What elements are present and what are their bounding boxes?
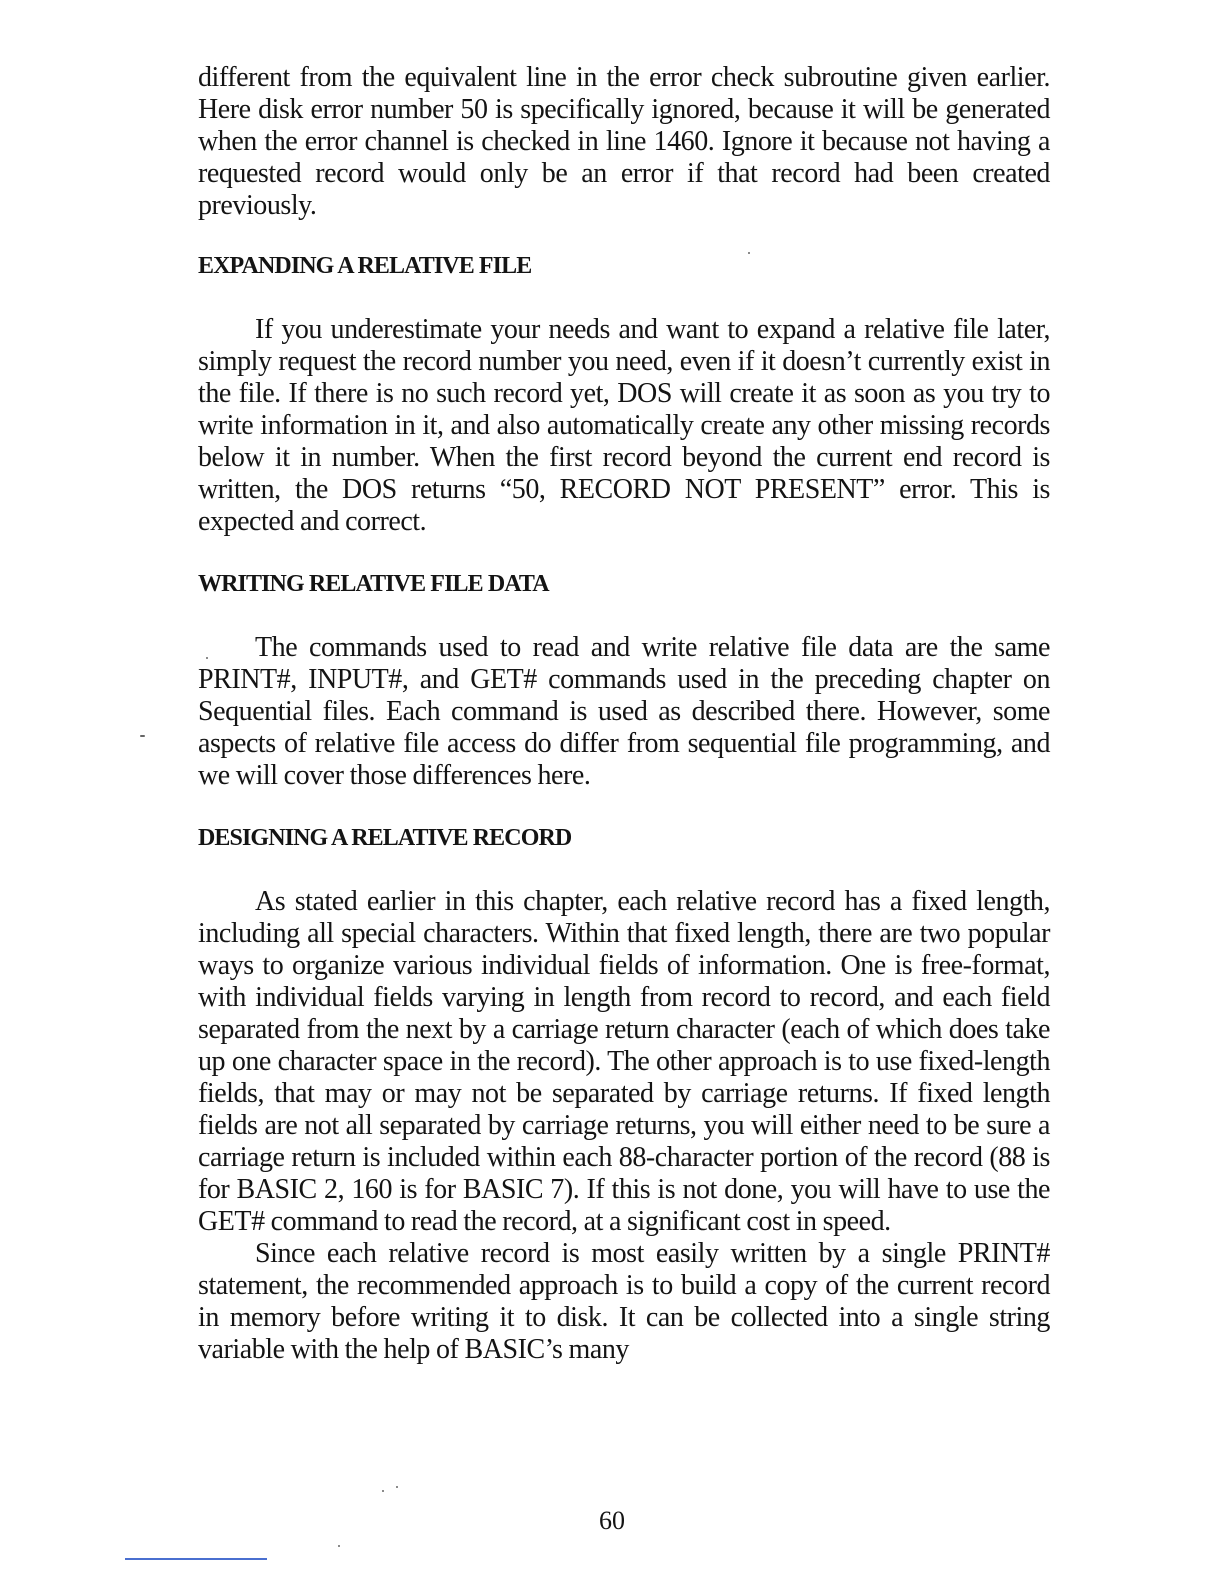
heading-writing-relative-file-data: WRITING RELATIVE FILE DATA [198, 571, 549, 597]
scan-edge-mark [125, 1558, 267, 1560]
heading-expanding-relative-file: EXPANDING A RELATIVE FILE [198, 253, 532, 279]
continuation-paragraph: different from the equivalent line in the error check subroutine given earlier. Here disk error number 50 is specifically ignored, because it will be generated when the error channel is checked in line 1460. Ignore it because not having a requested record would only be an error if that record had been created previously. [198, 62, 1050, 221]
scan-speck [206, 657, 208, 659]
paragraph-designing-1: As stated earlier in this chapter, each relative record has a fixed length, including all special characters. Within that fixed length, there are two popular ways to organize various individual fields of information. One is free-format, with individual fields varying in length from record to record, and each field separated from the next by a carriage return character (each of which does take up one character space in the record). The other approach is to use fixed-length fields, that may or may not be separated by carriage returns. If fixed length fields are not all separated by carriage returns, you will either need to be sure a carriage return is included within each 88-character portion of the record (88 is for BASIC 2, 160 is for BASIC 7). If this is not done, you will have to use the GET# command to read the record, at a significant cost in speed. [198, 886, 1050, 1237]
scan-speck [396, 1486, 398, 1488]
scan-speck [140, 735, 145, 737]
text-column [198, 62, 1050, 1366]
heading-designing-relative-record: DESIGNING A RELATIVE RECORD [198, 825, 572, 851]
paragraph-expanding: If you underestimate your needs and want to expand a relative file later, simply request the record number you need, even if it doesn’t currently exist in the file. If there is no such record yet, DOS will create it as soon as you try to write information in it, and also automatically create any other missing records below it in number. When the first record beyond the current end record is written, the DOS returns “50, RECORD NOT PRESENT” error. This is expected and correct. [198, 314, 1050, 537]
scan-speck [748, 252, 750, 254]
paragraph-writing: The commands used to read and write relative file data are the same PRINT#, INPUT#, and GET# commands used in the preceding chapter on Sequential files. Each command is used as described there. However, some aspects of relative file access do differ from sequential file programming, and we will cover those differences here. [198, 632, 1050, 791]
paragraph-designing-2: Since each relative record is most easily written by a single PRINT# statement, the recommended approach is to build a copy of the current record in memory before writing it to disk. It can be collected into a single string variable with the help of BASIC’s many [198, 1238, 1050, 1365]
scan-speck [382, 1490, 384, 1492]
scan-speck [338, 1545, 340, 1547]
page-number: 60 [599, 1506, 625, 1535]
